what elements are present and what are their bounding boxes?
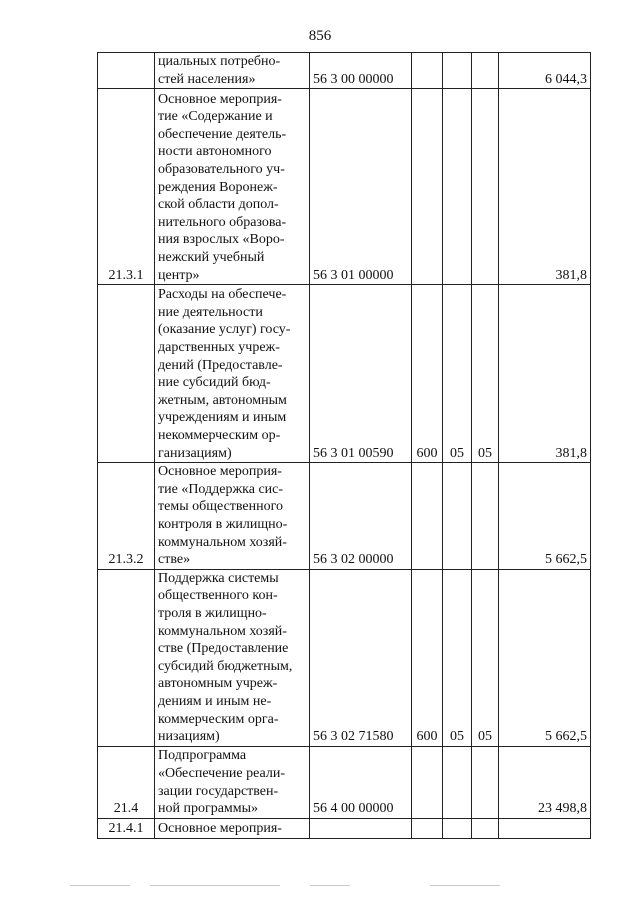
target-article-code-cell <box>310 818 412 838</box>
target-article-code-cell: 56 3 02 71580 <box>310 569 412 746</box>
row-name-cell: Основное мероприя- <box>155 818 310 838</box>
section-code-cell <box>443 463 472 570</box>
amount-cell <box>499 818 591 838</box>
section-code-cell: 05 <box>443 285 472 463</box>
scan-artifact-line <box>310 885 350 886</box>
target-article-code-cell: 56 4 00 00000 <box>310 746 412 818</box>
subsection-code-cell <box>472 53 499 89</box>
table-row <box>98 746 591 818</box>
expense-type-cell <box>412 746 443 818</box>
section-code-cell: 05 <box>443 569 472 746</box>
section-code-cell <box>443 818 472 838</box>
amount-cell: 5 662,5 <box>499 463 591 570</box>
subsection-code-cell <box>472 463 499 570</box>
row-number-cell <box>98 285 155 463</box>
amount-cell: 381,8 <box>499 89 591 285</box>
row-number-cell: 21.4 <box>98 746 155 818</box>
subsection-code-cell <box>472 818 499 838</box>
target-article-code-cell: 56 3 00 00000 <box>310 53 412 89</box>
table-row <box>98 569 591 746</box>
expense-type-cell: 600 <box>412 569 443 746</box>
row-name-cell: Основное мероприя- тие «Содержание и обеспечение деятель- ности автономного образовательного уч- реждения Воронеж- ской области допол- нительного образова- ния взрослых «Воро- нежский учебный центр» <box>155 89 310 285</box>
scan-artifact-line <box>430 885 500 886</box>
row-name-cell: Подпрограмма «Обеспечение реали- зации государствен- ной программы» <box>155 746 310 818</box>
expense-type-cell: 600 <box>412 285 443 463</box>
target-article-code-cell: 56 3 02 00000 <box>310 463 412 570</box>
expense-type-cell <box>412 89 443 285</box>
target-article-code-cell: 56 3 01 00000 <box>310 89 412 285</box>
row-name-cell: Поддержка системы общественного кон- троля в жилищно- коммунальном хозяй- стве (Предоставление субсидий бюджетным, автономным учреж- дениям и иным не- коммерческим орга- низациям) <box>155 569 310 746</box>
section-code-cell <box>443 89 472 285</box>
scan-artifact-line <box>150 885 280 886</box>
expense-type-cell <box>412 818 443 838</box>
subsection-code-cell <box>472 746 499 818</box>
expense-type-cell <box>412 463 443 570</box>
table-row <box>98 53 591 89</box>
amount-cell: 6 044,3 <box>499 53 591 89</box>
subsection-code-cell: 05 <box>472 285 499 463</box>
row-number-cell: 21.4.1 <box>98 818 155 838</box>
table-row <box>98 89 591 285</box>
row-name-cell: Основное мероприя- тие «Поддержка сис- темы общественного контроля в жилищно- коммунальном хозяй- стве» <box>155 463 310 570</box>
table-row <box>98 463 591 570</box>
subsection-code-cell: 05 <box>472 569 499 746</box>
row-number-cell: 21.3.1 <box>98 89 155 285</box>
expense-type-cell <box>412 53 443 89</box>
budget-table <box>97 52 591 839</box>
amount-cell: 23 498,8 <box>499 746 591 818</box>
scan-artifact-line <box>70 885 130 886</box>
table-row <box>98 285 591 463</box>
amount-cell: 381,8 <box>499 285 591 463</box>
amount-cell: 5 662,5 <box>499 569 591 746</box>
row-name-cell: Расходы на обеспече- ние деятельности (оказание услуг) госу- дарственных учреж- дений (Предоставле- ние субсидий бюд- жетным, автономным учреждениям и иным некоммерческим ор- ганизациям) <box>155 285 310 463</box>
section-code-cell <box>443 746 472 818</box>
row-number-cell <box>98 53 155 89</box>
page-number: 856 <box>308 28 332 44</box>
section-code-cell <box>443 53 472 89</box>
row-number-cell: 21.3.2 <box>98 463 155 570</box>
subsection-code-cell <box>472 89 499 285</box>
target-article-code-cell: 56 3 01 00590 <box>310 285 412 463</box>
row-number-cell <box>98 569 155 746</box>
row-name-cell: циальных потребно- стей населения» <box>155 53 310 89</box>
table-row <box>98 818 591 838</box>
